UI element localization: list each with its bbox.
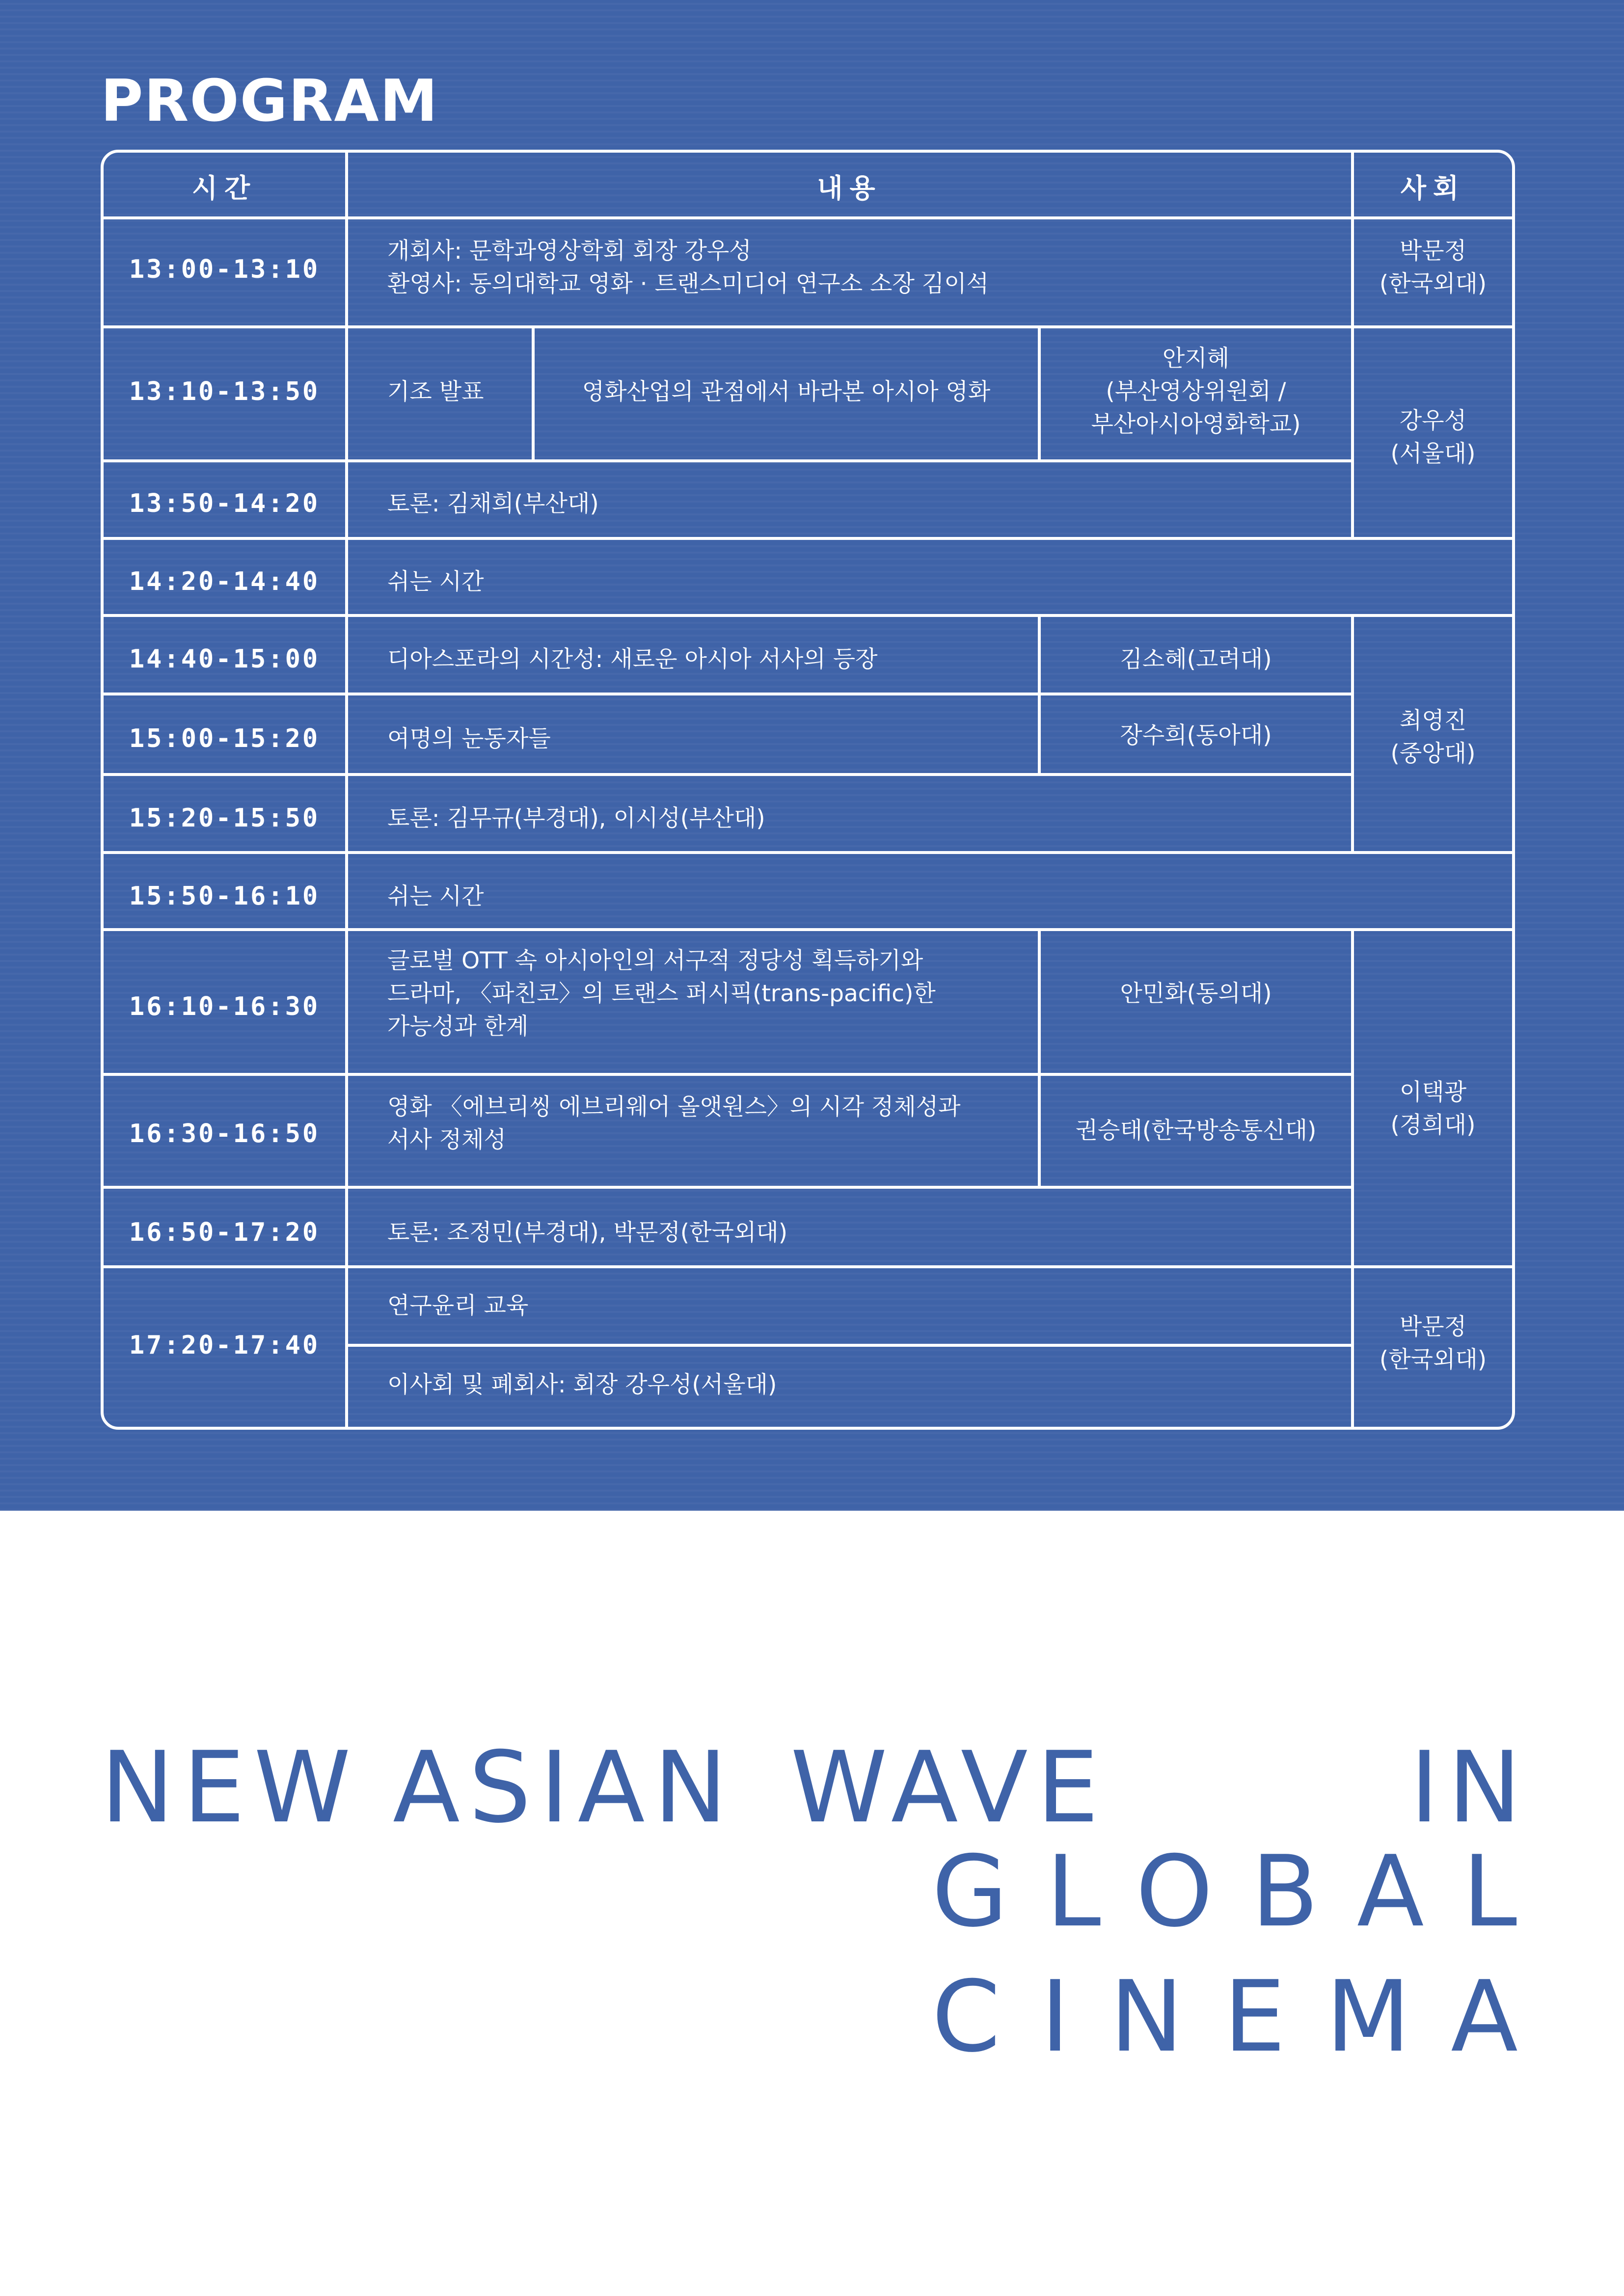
table-divider [104, 459, 1351, 462]
session-title: 여명의 눈동자들 [387, 725, 551, 752]
table-divider [104, 693, 1351, 695]
time-slot: 14:20-14:40 [129, 567, 320, 596]
moderator-affiliation: (한국외대) [1379, 1346, 1487, 1373]
time-slot: 17:20-17:40 [129, 1331, 320, 1360]
header-time: 시간 [191, 173, 257, 204]
table-divider [104, 1186, 1351, 1189]
time-slot: 13:10-13:50 [129, 377, 320, 406]
table-divider [104, 537, 1512, 540]
moderator-affiliation: (중앙대) [1390, 740, 1476, 767]
speaker-name: 안민화(동의대) [1120, 980, 1272, 1007]
moderator-affiliation: (한국외대) [1379, 270, 1487, 297]
moderator-affiliation: (서울대) [1390, 440, 1476, 467]
moderator-name: 이택광 [1399, 1079, 1467, 1106]
speaker-name: 장수희(동아대) [1120, 722, 1272, 749]
table-divider [345, 153, 348, 1427]
headline-word: WAVE [790, 1731, 1108, 1845]
break-text: 쉬는 시간 [387, 883, 484, 910]
program-title: PROGRAM [101, 67, 439, 134]
moderator-affiliation: (경희대) [1390, 1112, 1476, 1139]
headline-word: NEW [101, 1731, 360, 1845]
header-content: 내용 [817, 173, 882, 204]
header-moderator: 사회 [1400, 173, 1466, 204]
table-divider [104, 1073, 1351, 1076]
session-text: 이사회 및 폐회사: 회장 강우성(서울대) [387, 1371, 777, 1398]
time-slot: 15:20-15:50 [129, 803, 320, 833]
session-text: 연구윤리 교육 [387, 1292, 529, 1319]
session-title: 서사 정체성 [387, 1126, 506, 1153]
moderator-name: 박문정 [1399, 238, 1467, 265]
table-divider [104, 773, 1351, 776]
table-divider [1038, 928, 1041, 1186]
moderator-name: 박문정 [1399, 1313, 1467, 1340]
time-slot: 16:50-17:20 [129, 1218, 320, 1247]
discussion-text: 토론: 김무규(부경대), 이시성(부산대) [387, 805, 765, 832]
moderator-name: 최영진 [1399, 707, 1467, 734]
session-text: 환영사: 동의대학교 영화 · 트랜스미디어 연구소 소장 김이석 [387, 270, 989, 297]
discussion-text: 토론: 조정민(부경대), 박문정(한국외대) [387, 1219, 788, 1246]
headline-word: IN [1410, 1731, 1530, 1845]
session-title: 가능성과 한계 [387, 1013, 529, 1040]
time-slot: 14:40-15:00 [129, 644, 320, 674]
time-slot: 15:50-16:10 [129, 881, 320, 911]
speaker-name: 안지혜 [1162, 345, 1230, 372]
headline-word: ASIAN [393, 1731, 736, 1845]
table-divider [104, 325, 1512, 328]
session-title: 영화산업의 관점에서 바라본 아시아 영화 [582, 378, 991, 405]
session-text: 개회사: 문학과영상학회 회장 강우성 [387, 238, 752, 265]
table-divider [104, 216, 1512, 219]
break-text: 쉬는 시간 [387, 568, 484, 595]
headline-word: GLOBAL [932, 1835, 1556, 1949]
table-divider [104, 614, 1512, 617]
table-divider [104, 851, 1512, 854]
time-slot: 15:00-15:20 [129, 724, 320, 753]
table-divider [345, 1344, 1351, 1347]
speaker-affiliation: 부산아시아영화학교) [1091, 411, 1301, 438]
time-slot: 13:00-13:10 [129, 255, 320, 284]
session-title: 영화 〈에브리씽 에브리웨어 올앳원스〉의 시각 정체성과 [387, 1094, 961, 1121]
discussion-text: 토론: 김채희(부산대) [387, 490, 599, 517]
session-title: 글로벌 OTT 속 아시아인의 서구적 정당성 획득하기와 [387, 947, 923, 974]
session-type: 기조 발표 [387, 378, 484, 405]
speaker-affiliation: (부산영상위원회 / [1106, 378, 1286, 405]
time-slot: 13:50-14:20 [129, 489, 320, 518]
session-title: 드라마, 〈파친코〉의 트랜스 퍼시픽(trans-pacific)한 [387, 980, 936, 1007]
speaker-name: 김소혜(고려대) [1120, 646, 1272, 673]
speaker-name: 권승태(한국방송통신대) [1075, 1117, 1317, 1144]
table-divider [104, 928, 1512, 931]
moderator-name: 강우성 [1399, 407, 1467, 434]
session-title: 디아스포라의 시간성: 새로운 아시아 서사의 등장 [387, 646, 878, 673]
time-slot: 16:30-16:50 [129, 1119, 320, 1148]
headline-word: CINEMA [932, 1960, 1558, 2074]
program-table [101, 150, 1515, 1430]
table-divider [104, 1265, 1512, 1268]
time-slot: 16:10-16:30 [129, 992, 320, 1021]
table-divider [1351, 153, 1354, 537]
